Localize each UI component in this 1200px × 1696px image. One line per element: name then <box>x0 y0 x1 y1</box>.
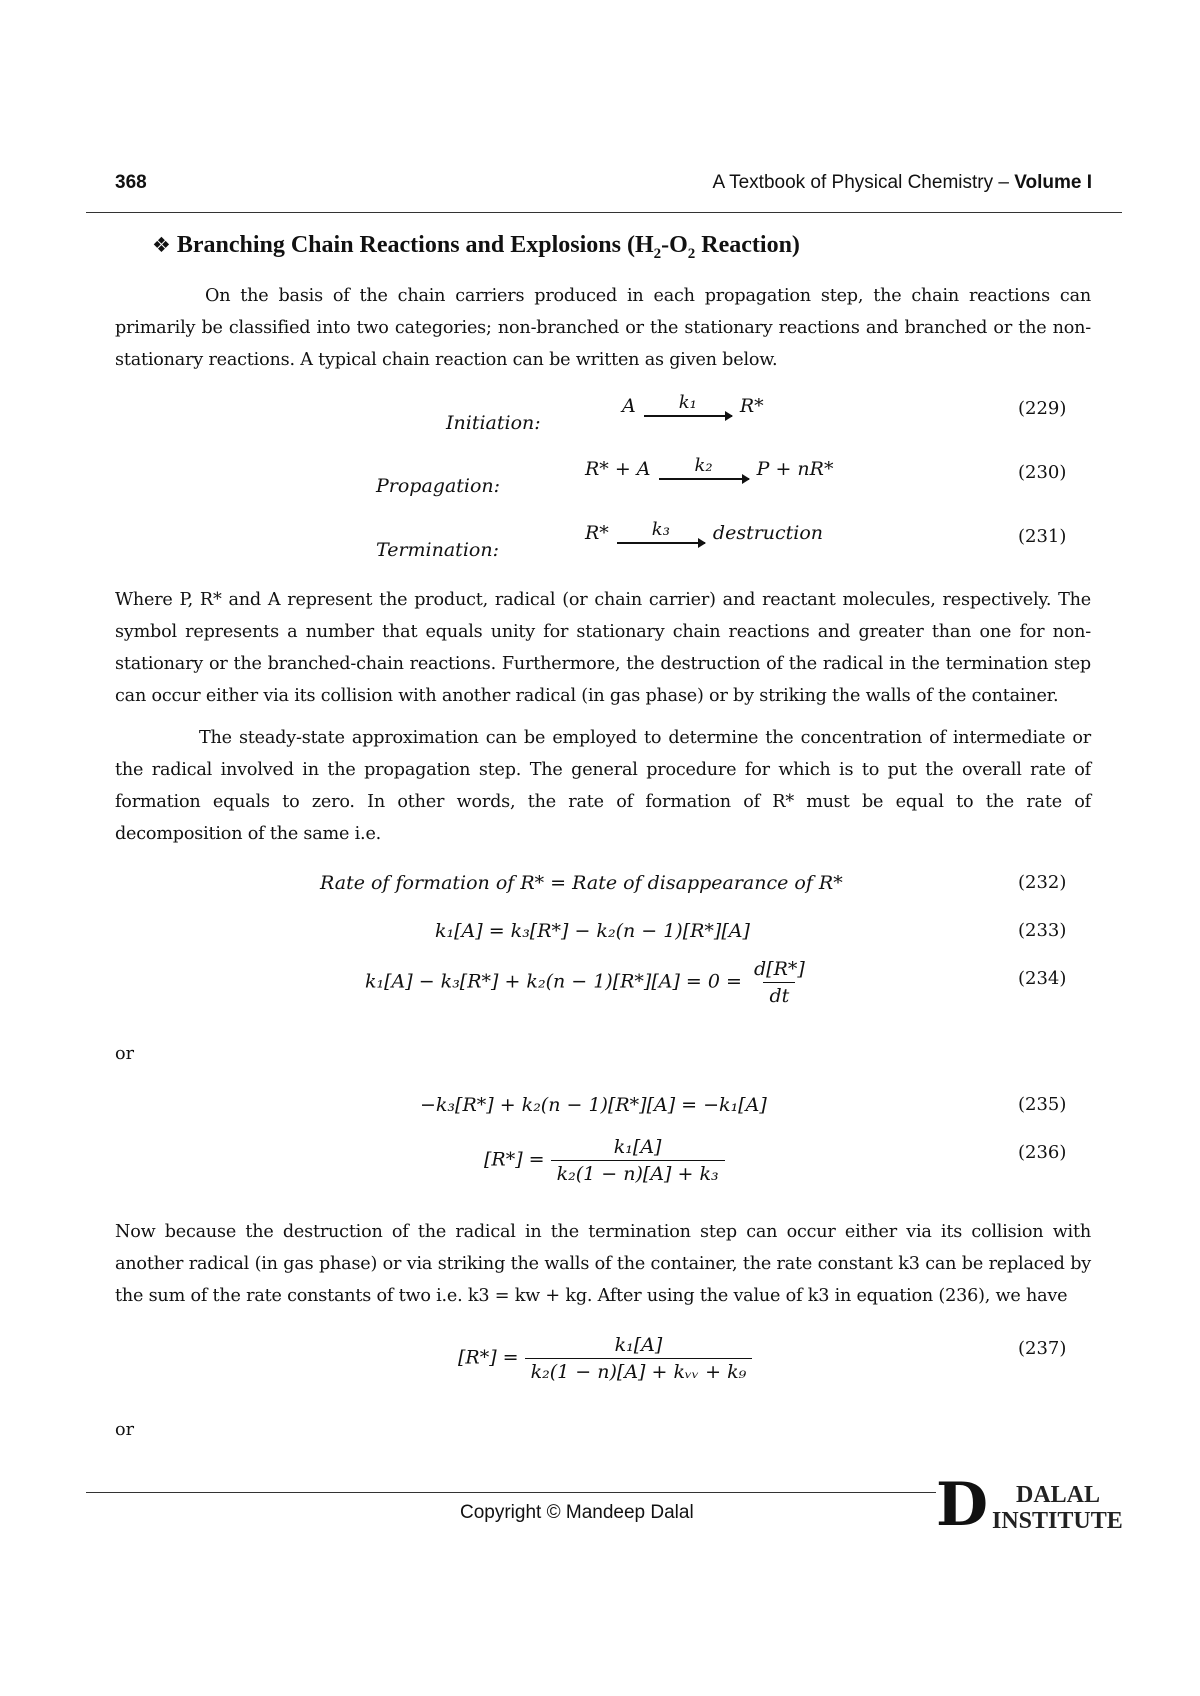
rate-fraction: $\frac{\text{k₁[A]}}{\text{k₂(1 − n)[A] + kᵥᵥ + k₉}}$ <box>525 1334 753 1383</box>
paragraph-definitions: Where P, R* and A represent the product, radical (or chain carrier) and reactant molecules, respectively. The symbol represents a number that equals unity for stationary chain reactions and greater than one for non-stationary or the branched-chain reactions. Furthermore, the destruction of the radical in the termination step can occur either via its collision with another radical (in gas phase) or by striking the walls of the container. <box>115 590 1091 706</box>
paragraph-steady-state: The steady-state approximation can be employed to determine the concentration of intermediate or the radical involved in the propagation step. The general procedure for which is to put the overall rate of formation equals to zero. In other words, the rate of formation of R* must be equal to the rate of decomposition of the same i.e. <box>115 728 1091 844</box>
copyright-text: Copyright © Mandeep Dalal <box>460 1502 694 1523</box>
equation-235: −k₃[R*] + k₂(n − 1)[R*][A] = −k₁[A] <box>420 1094 767 1116</box>
logo-line2: INSTITUTE <box>992 1508 1123 1534</box>
equation-237: [R*] = $\frac{\text{k₁[A]}}{\text{k₂(1 − n)[A] + kᵥᵥ + k₉}}$ <box>458 1334 752 1383</box>
connector-or: or <box>115 1044 135 1064</box>
eq-number-234: (234) <box>1018 968 1067 989</box>
reaction-arrow-icon: k₁ <box>644 393 732 417</box>
equation-234: k₁[A] − k₃[R*] + k₂(n − 1)[R*][A] = 0 = $\frac{d[R*]}{dt}$ <box>365 958 811 1007</box>
label-propagation: Propagation: <box>376 475 501 497</box>
eq-number-235: (235) <box>1018 1094 1067 1115</box>
derivative-fraction: $\frac{d[R*]}{dt}$ <box>754 958 805 1007</box>
footer-rule <box>86 1492 936 1493</box>
equation-233: k₁[A] = k₃[R*] − k₂(n − 1)[R*][A] <box>435 920 750 942</box>
equation-232: Rate of formation of R* = Rate of disappearance of R* <box>320 872 843 894</box>
label-termination: Termination: <box>376 539 499 561</box>
reaction-arrow-icon: k₂ <box>659 456 749 480</box>
eq-number-236: (236) <box>1018 1142 1067 1163</box>
equation-231: R* k₃ destruction <box>585 519 824 544</box>
paragraph-rate-constant: Now because the destruction of the radical in the termination step can occur either via its collision with another radical (in gas phase) or via striking the walls of the container, the rate constant k3 can be replaced by the sum of the rate constants of two i.e. k3 = kw + kg. After using the value of k3 in equation (236), we have <box>115 1222 1091 1306</box>
heading-text: Branching Chain Reactions and Explosions ($H_2-O_2$ Reaction) <box>176 232 800 262</box>
eq-number-229: (229) <box>1018 398 1067 419</box>
equation-236: [R*] = $\frac{\text{k₁[A]}}{\text{k₂(1 − n)[A] + k₃}}$ <box>484 1136 725 1185</box>
dalal-institute-logo <box>936 1470 1136 1540</box>
connector-or: or <box>115 1420 135 1440</box>
label-initiation: Initiation: <box>446 412 541 434</box>
book-title: A Textbook of Physical Chemistry – <box>712 172 1015 193</box>
header-rule <box>86 212 1122 213</box>
reaction-arrow-icon: k₃ <box>617 520 705 544</box>
eq-number-237: (237) <box>1018 1338 1067 1359</box>
volume-label: Volume I <box>1014 172 1092 193</box>
logo-line1: DALAL <box>1016 1482 1101 1508</box>
eq-number-232: (232) <box>1018 872 1067 893</box>
equation-230: R* + A k₂ P + nR* <box>585 455 834 480</box>
equation-229: A k₁ R* <box>622 392 764 417</box>
paragraph-intro: On the basis of the chain carriers produced in each propagation step, the chain reactions can primarily be classified into two categories; non-branched or the stationary reactions and branched or the non-stationary reactions. A typical chain reaction can be written as given below. <box>115 286 1091 370</box>
running-header <box>713 172 1092 194</box>
logo-letter: D <box>936 1470 989 1540</box>
rate-fraction: $\frac{\text{k₁[A]}}{\text{k₂(1 − n)[A] + k₃}}$ <box>551 1136 725 1185</box>
section-heading <box>152 232 800 263</box>
diamond-bullet-icon: ❖ <box>152 233 171 257</box>
eq-number-231: (231) <box>1018 526 1067 547</box>
eq-number-233: (233) <box>1018 920 1067 941</box>
eq-number-230: (230) <box>1018 462 1067 483</box>
page-number: 368 <box>115 172 147 193</box>
